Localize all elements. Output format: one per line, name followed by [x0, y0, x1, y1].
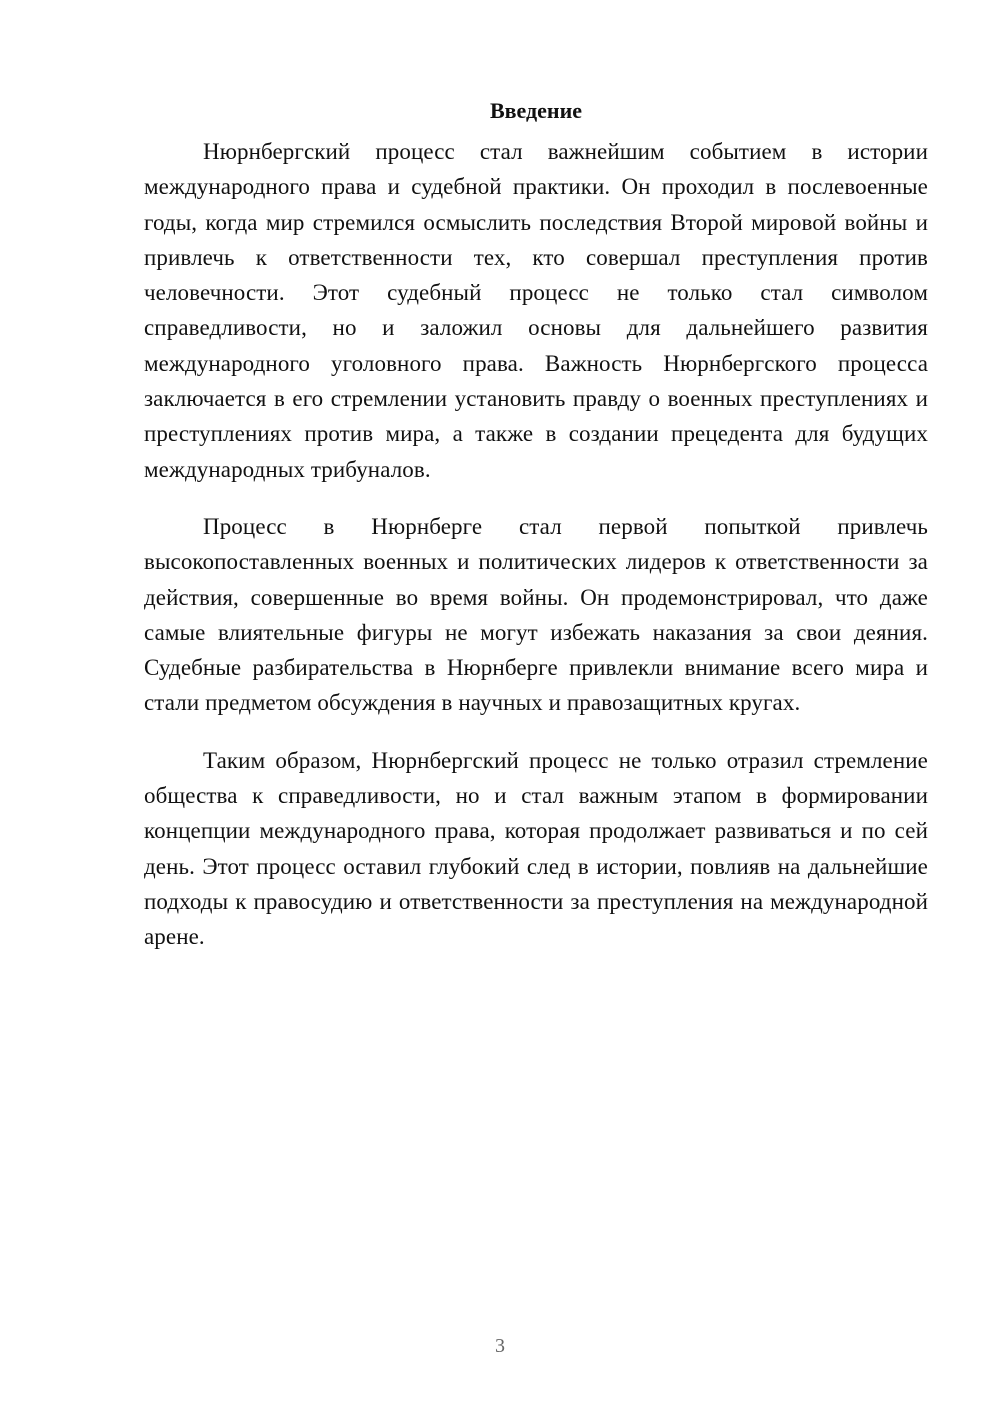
paragraph-3: Таким образом, Нюрнбергский процесс не только отразил стремление общества к справедливости, но и стал важным этапом в формировании концепции международного права, которая продолжает развиваться и по сей день. Этот процесс оставил глубокий след в истории, повлияв на дальнейшие подходы к правосудию и ответственности за преступления на международной арене. [144, 747, 928, 950]
section-title: Введение [489, 98, 583, 123]
paragraph-1: Нюрнбергский процесс стал важнейшим событием в истории международного права и судебной практики. Он проходил в послевоенные годы, когда мир стремился осмыслить последствия Второй мировой войны и привлечь к ответственности тех, кто совершал преступления против человечности. Этот судебный процесс не только стал символом справедливости, но и заложил основы для дальнейшего развития международного уголовного права. Важность Нюрнбергского процесса заключается в его стремлении установить правду о военных преступлениях и преступлениях против мира, а также в создании прецедента для будущих международных трибуналов. [144, 139, 928, 482]
page-number: 3 [495, 1335, 505, 1357]
paragraph-2: Процесс в Нюрнберге стал первой попыткой привлечь высокопоставленных военных и политических лидеров к ответственности за действия, совершенные во время войны. Он продемонстрировал, что даже самые влиятельные фигуры не могут избежать наказания за свои деяния. Судебные разбирательства в Нюрнберге привлекли внимание всего мира и стали предметом обсуждения в научных и правозащитных кругах. [144, 513, 928, 716]
page-content [144, 96, 928, 977]
